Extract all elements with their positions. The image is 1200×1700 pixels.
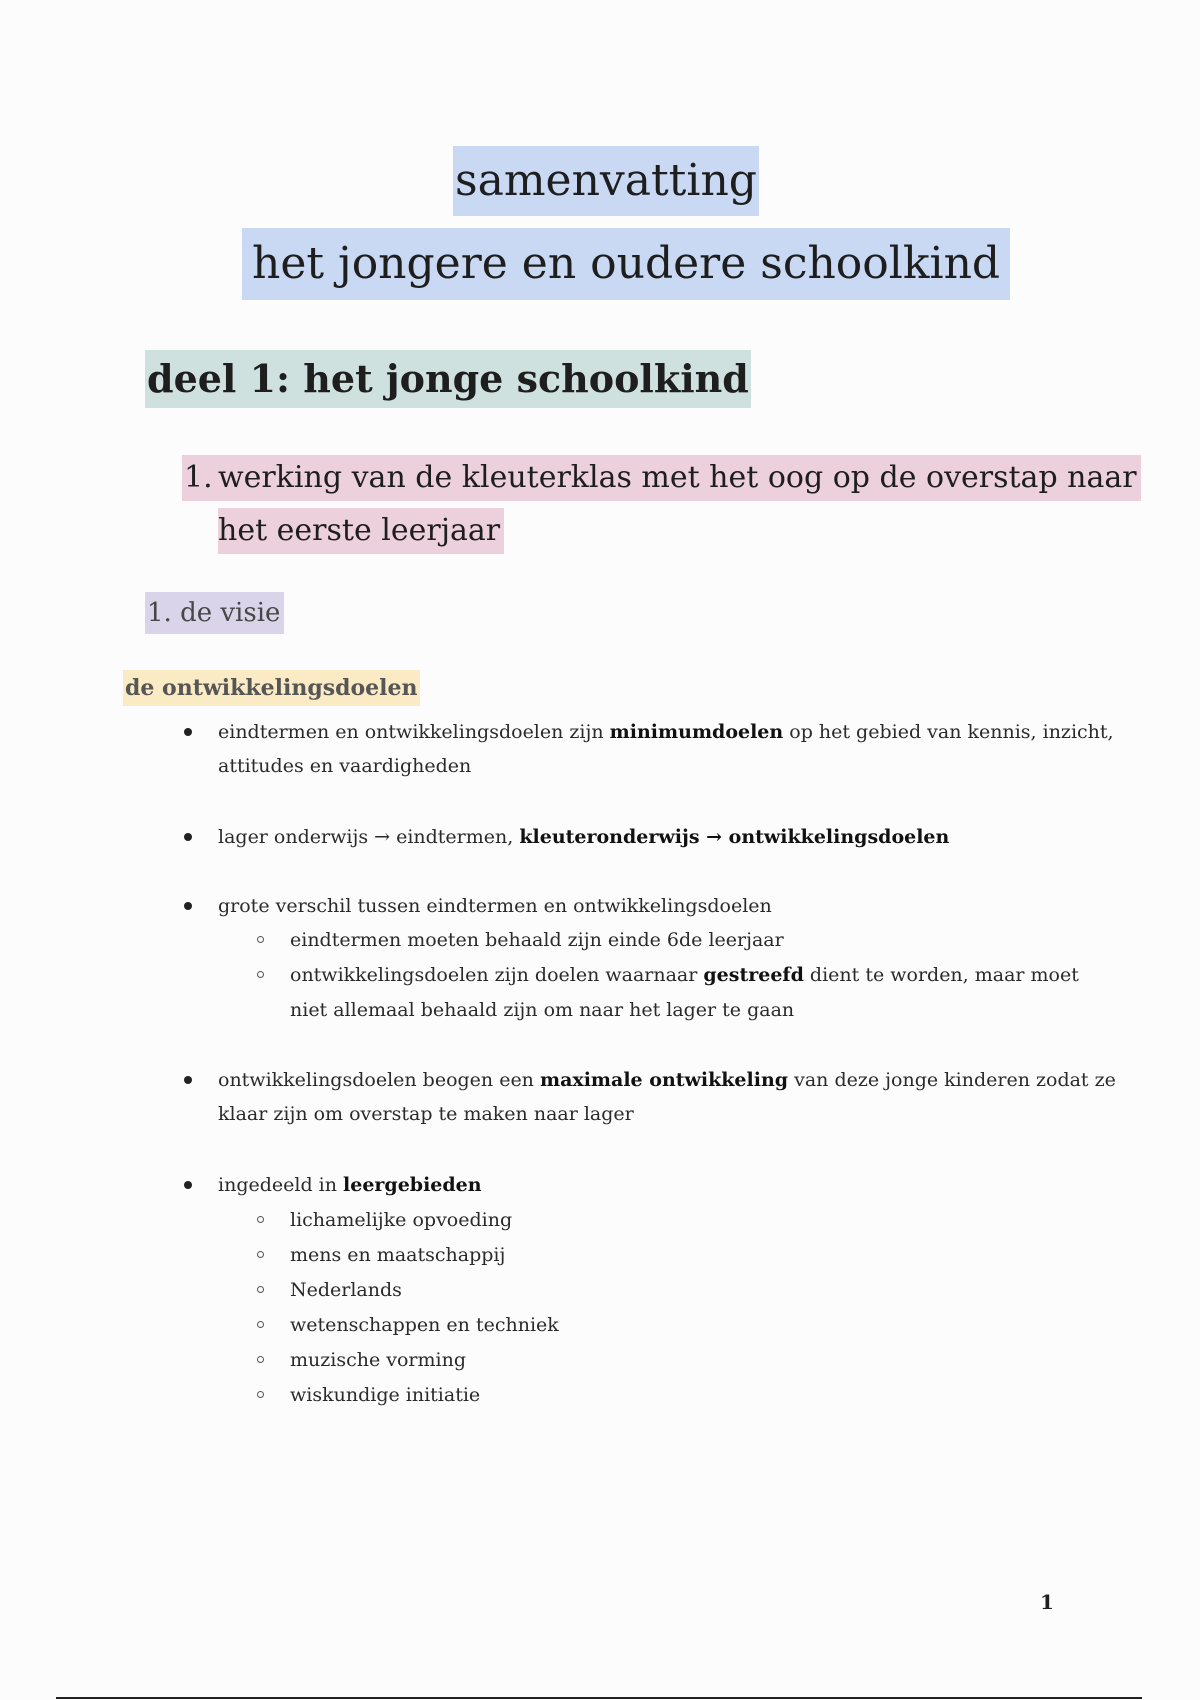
document-title-line-2: het jongere en oudere schoolkind (242, 228, 1010, 300)
bullet-dot (184, 833, 192, 841)
leergebied-item: lichamelijke opvoeding (290, 1209, 513, 1231)
leergebied-item: wiskundige initiatie (290, 1384, 481, 1406)
sub-bullet-circle (257, 1391, 264, 1398)
bullet-2-text: lager onderwijs → eindtermen, kleuteronderwijs → ontwikkelingsdoelen (218, 826, 950, 848)
document-title-line-1: samenvatting (453, 146, 759, 216)
bullet-1-text: eindtermen en ontwikkelingsdoelen zijn minimumdoelen op het gebied van kennis, inzicht, (218, 721, 1114, 743)
bullet-3-sub-1: eindtermen moeten behaald zijn einde 6de leerjaar (290, 929, 784, 951)
chapter-title-line-1: werking van de kleuterklas met het oog op de overstap naar (218, 455, 1141, 501)
sub-bullet-circle (257, 1216, 264, 1223)
bullet-dot (184, 728, 192, 736)
bullet-dot (184, 902, 192, 910)
bullet-4-text-line-2: klaar zijn om overstap te maken naar lager (218, 1103, 634, 1125)
page-number: 1 (1040, 1590, 1054, 1614)
subsection-heading: de ontwikkelingsdoelen (123, 670, 420, 706)
sub-bullet-circle (257, 971, 264, 978)
sub-bullet-circle (257, 1321, 264, 1328)
bullet-dot (184, 1076, 192, 1084)
page-bottom-divider (56, 1697, 1142, 1699)
sub-bullet-circle (257, 1286, 264, 1293)
leergebied-item: mens en maatschappij (290, 1244, 506, 1266)
sub-bullet-circle (257, 1356, 264, 1363)
bullet-3-sub-2: ontwikkelingsdoelen zijn doelen waarnaar gestreefd dient te worden, maar moet (290, 964, 1079, 986)
bullet-5-text: ingedeeld in leergebieden (218, 1174, 482, 1196)
part-heading: deel 1: het jonge schoolkind (145, 350, 751, 408)
chapter-number: 1. (182, 455, 221, 501)
bullet-4-text: ontwikkelingsdoelen beogen een maximale ontwikkeling van deze jonge kinderen zodat ze (218, 1069, 1116, 1091)
bullet-3-text: grote verschil tussen eindtermen en ontwikkelingsdoelen (218, 895, 772, 917)
leergebied-item: wetenschappen en techniek (290, 1314, 559, 1336)
chapter-title-line-2: het eerste leerjaar (218, 508, 504, 554)
bullet-dot (184, 1181, 192, 1189)
bullet-1-text-line-2: attitudes en vaardigheden (218, 755, 472, 777)
leergebied-item: Nederlands (290, 1279, 402, 1301)
section-heading: 1. de visie (145, 592, 284, 634)
bullet-3-sub-2-line-2: niet allemaal behaald zijn om naar het lager te gaan (290, 999, 795, 1021)
sub-bullet-circle (257, 936, 264, 943)
sub-bullet-circle (257, 1251, 264, 1258)
leergebied-item: muzische vorming (290, 1349, 467, 1371)
